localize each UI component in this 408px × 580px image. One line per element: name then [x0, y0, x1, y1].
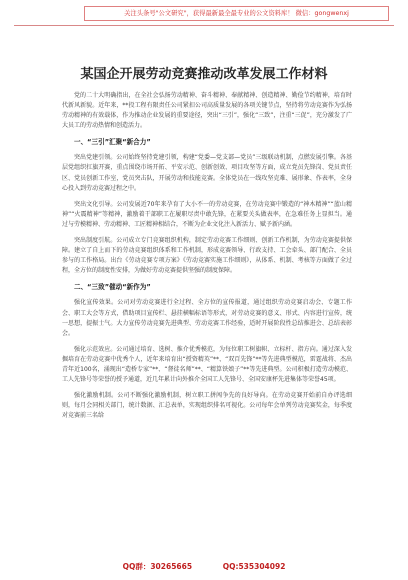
- document-title: 某国企开展劳动竞赛推动改革发展工作材料: [80, 67, 328, 82]
- body-paragraph: 强化激励机制。公司不断强化激励机制，树立职工拼闯争先的良好导向。在劳动竞赛开始前自办评选细则，每月会同相关部门，统计数据、汇总表单，实现组织排名可视化。公司每年会单列劳动竞赛奖金，每季度对竞赛前三名给: [62, 392, 352, 420]
- body-paragraph: 强化示范效应。公司通过培育、选树、推介优秀模范，为每位职工树旗帜、立标杆、指方向。通过深入发掘培育在劳动竞赛中优秀个人，近年来培育出“授资精英”**、“双百先锋”**等先进典型模范，雷霆战将、杰出青年近100名，涌现出“造桥专家”**、“督徒名师”**、“精算铁娘子”**等先进典型。公司积极打造劳动模范、工人先锋号等荣誉的授予通道，近几年累计向外推介全国工人先锋号、全国安康杯先进集体等荣誉45项。: [62, 345, 352, 384]
- section-heading-1: 一、“三引”汇聚“新合力”: [74, 138, 151, 147]
- promo-banner: 关注头条号"公文研究"，获得最新最全最专业的公文资料库！ 微信：gongwenxj: [84, 6, 389, 21]
- body-paragraph: 强化宣传效果。公司对劳动竞赛进行全过程、全方位的宣传报道，通过组织劳动竞赛启动会、专题工作会、职工大会等方式，借助项目宣传栏、悬挂横幅标语等形式，对劳动竞赛的意义、形式、内容进行宣传，统一思想，提振士气。大力宣传劳动竞赛先进典型、劳动竞赛工作经验，适时开展阶段性总结推进会、总结表彰会。: [62, 299, 352, 337]
- intro-paragraph: 党的二十大明确指出，在全社会弘扬劳动精神、奋斗精神、奉献精神、创造精神、勤俭节约精神，培育时代新风新貌。近年来，**投工程有限责任公司紧扣公司高质量发展的各项关键节点，坚持将劳动竞赛作为弘扬劳动精神的有效载体，作为推动企业发展的重要途径，突出“三引”，强化“三致”，注重“三促”，充分激发了广大员工的劳动热情和创造活力。: [62, 92, 352, 130]
- qq-text: QQ:535304092: [222, 562, 286, 571]
- document-body: [62, 91, 352, 427]
- body-paragraph: 突出党建引领。公司始终坚持党建引领，构建“党委—党支部—党员”三级联动机制，点燃发展引擎。各基层党组织扛旗开赛，重点围绕市场开拓、平安示范、创新创效、项目攻坚等方面，成立党员先锋岗、党员责任区、党员创新工作室，党员突击队，开展劳动和技能竞赛。全体党员在一线攻坚克难、展形象、作表率，全身心投入到劳动竞赛过程之中。: [62, 154, 352, 192]
- body-paragraph: 突出文化引导。公司发展近70年来孕育了大小不一的劳动竞赛，在劳动竞赛中锻造的“神木精神”“蓝山精神”“火震精神”等精神，激励着干部职工在履职尽责中敢先锋，在紧要关头做表率，在急难任务上显担当。通过与劳模精神、劳动精神、工匠精神相结合，不断为企业文化注入新活力、赋予新内涵。: [62, 200, 352, 228]
- header-divider: [14, 25, 394, 26]
- qq-group-text: QQ群：30265665: [122, 562, 193, 571]
- contact-footer: [0, 561, 408, 572]
- body-paragraph: 突出制度引航。公司成立专门竞赛组织机构，制定劳动竞赛工作细则、创新工作机制，为劳动竞赛提供保障。建立了自上而下的劳动竞赛组织体系和工作机制，形成竞赛领导、行政支持、工会牵头、部门配合、全员参与的工作格局。出台《劳动竞赛专项方案》《劳动竞赛实施工作细则》，从体系、机制、考核等方面做了全过程，全方位的制度性安排，为做好劳动竞赛提供坚强的制度保障。: [62, 237, 352, 275]
- section-heading-2: 二、“三致”催动“新作为”: [74, 283, 151, 292]
